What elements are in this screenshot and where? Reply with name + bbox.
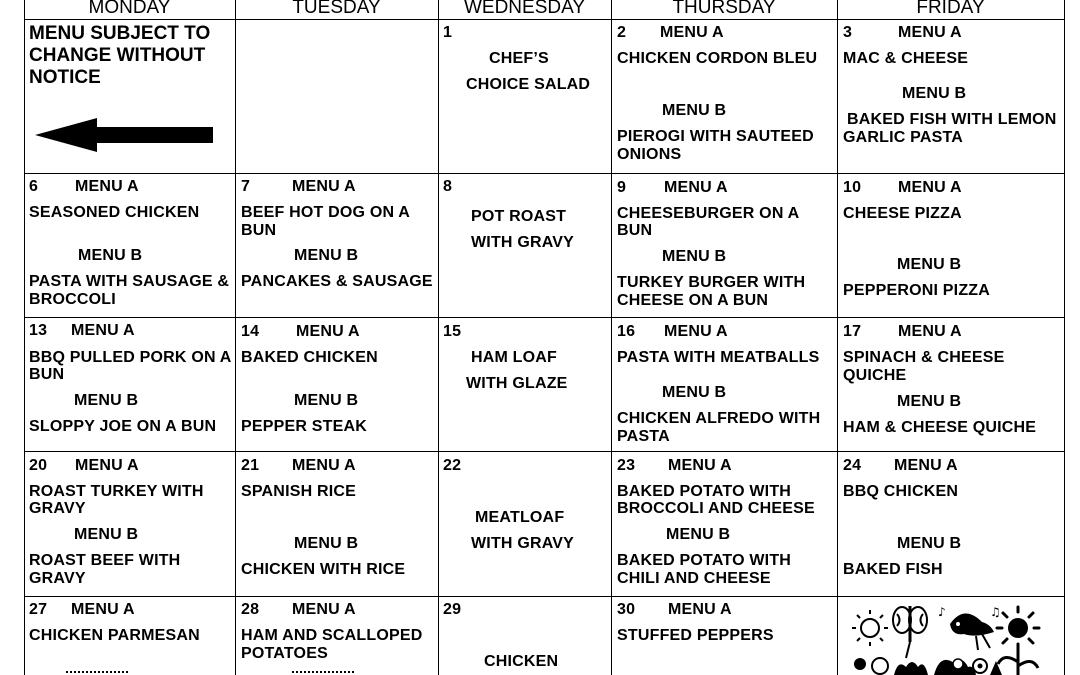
menu-item: PEPPERONI PIZZA	[843, 282, 991, 299]
menu-item: CHICKEN ALFREDO WITH	[617, 410, 821, 427]
menu-item: GARLIC PASTA	[843, 129, 964, 146]
day-number: 15	[443, 323, 462, 340]
grid-line	[611, 0, 612, 675]
menu-a-label: MENU A	[898, 24, 962, 41]
menu-a-label: MENU A	[71, 601, 135, 618]
menu-item: ONIONS	[617, 146, 682, 163]
menu-item: HAM AND SCALLOPED	[241, 627, 423, 644]
menu-item: MEATLOAF	[475, 509, 565, 526]
menu-b-label: MENU B	[74, 526, 139, 543]
day-number: 8	[443, 178, 453, 195]
day-number: 14	[241, 323, 260, 340]
menu-b-label: MENU B	[294, 535, 359, 552]
menu-a-label: MENU A	[664, 323, 728, 340]
menu-item: BAKED CHICKEN	[241, 349, 378, 366]
menu-item: POT ROAST	[471, 208, 567, 225]
menu-b-label: MENU B	[897, 393, 962, 410]
menu-b-label: MENU B	[897, 256, 962, 273]
day-number: 10	[843, 179, 862, 196]
menu-b-label: MENU B	[662, 384, 727, 401]
day-number: 7	[241, 178, 251, 195]
day-number: 13	[29, 322, 48, 339]
cutoff-text	[292, 669, 362, 675]
grid-line	[24, 0, 25, 675]
menu-item: STUFFED PEPPERS	[617, 627, 774, 644]
menu-b-label: MENU B	[902, 85, 967, 102]
day-number: 2	[617, 24, 627, 41]
cutoff-text	[66, 669, 136, 675]
menu-b-label: MENU B	[78, 247, 143, 264]
menu-item: BAKED POTATO WITH	[617, 483, 792, 500]
menu-item: TURKEY BURGER WITH	[617, 274, 806, 291]
menu-a-label: MENU A	[296, 323, 360, 340]
menu-item: BROCCOLI	[29, 291, 116, 308]
menu-a-label: MENU A	[664, 179, 728, 196]
menu-a-label: MENU A	[71, 322, 135, 339]
menu-item: BAKED FISH WITH LEMON	[847, 111, 1057, 128]
day-number: 20	[29, 457, 48, 474]
menu-a-label: MENU A	[660, 24, 724, 41]
menu-a-label: MENU A	[894, 457, 958, 474]
day-number: 28	[241, 601, 260, 618]
menu-item: MAC & CHEESE	[843, 50, 969, 67]
day-header-tuesday: TUESDAY	[292, 0, 381, 18]
menu-item: SPINACH & CHEESE	[843, 349, 1005, 366]
grid-line	[24, 173, 1065, 174]
menu-item: PEPPER STEAK	[241, 418, 367, 435]
menu-a-label: MENU A	[898, 323, 962, 340]
menu-item: PASTA WITH SAUSAGE &	[29, 273, 230, 290]
menu-item: HAM LOAF	[471, 349, 558, 366]
menu-item: BUN	[241, 222, 277, 239]
menu-a-label: MENU A	[292, 178, 356, 195]
menu-item: PANCAKES & SAUSAGE	[241, 273, 433, 290]
menu-item: HAM & CHEESE QUICHE	[843, 419, 1037, 436]
menu-item: CHILI AND CHEESE	[617, 570, 771, 587]
menu-item: CHICKEN	[484, 653, 559, 670]
menu-b-label: MENU B	[662, 248, 727, 265]
menu-notice	[29, 23, 210, 89]
menu-item: WITH GRAVY	[471, 234, 575, 251]
day-number: 21	[241, 457, 260, 474]
menu-a-label: MENU A	[75, 178, 139, 195]
grid-line	[24, 451, 1065, 452]
menu-a-label: MENU A	[75, 457, 139, 474]
day-number: 6	[29, 178, 39, 195]
menu-item: CHEESE ON A BUN	[617, 292, 769, 309]
menu-item: CHICKEN CORDON BLEU	[617, 50, 818, 67]
menu-item: POTATOES	[241, 645, 328, 662]
day-number: 16	[617, 323, 636, 340]
day-number: 27	[29, 601, 48, 618]
menu-item: SLOPPY JOE ON A BUN	[29, 418, 217, 435]
grid-line	[837, 0, 838, 675]
menu-item: BROCCOLI AND CHEESE	[617, 500, 815, 517]
menu-item: CHEESEBURGER ON A	[617, 205, 800, 222]
menu-a-label: MENU A	[668, 601, 732, 618]
notice-line: NOTICE	[29, 67, 101, 88]
menu-item: SPANISH RICE	[241, 483, 357, 500]
grid-line	[235, 0, 236, 675]
day-header-monday: MONDAY	[88, 0, 171, 18]
menu-item: BEEF HOT DOG ON A	[241, 204, 411, 221]
menu-item: SEASONED CHICKEN	[29, 204, 200, 221]
notice-line: MENU SUBJECT TO	[29, 23, 211, 44]
day-header-friday: FRIDAY	[916, 0, 985, 18]
menu-item: WITH GRAVY	[471, 535, 575, 552]
menu-item: PIEROGI WITH SAUTEED	[617, 128, 814, 145]
menu-item: BBQ PULLED PORK ON A	[29, 349, 232, 366]
menu-item: WITH GLAZE	[466, 375, 568, 392]
menu-a-label: MENU A	[292, 601, 356, 618]
menu-item: CHEESE PIZZA	[843, 205, 962, 222]
menu-item: CHEF’S	[489, 50, 549, 67]
menu-item: BUN	[29, 366, 65, 383]
menu-item: ROAST TURKEY WITH	[29, 483, 204, 500]
left-arrow-icon	[35, 118, 215, 152]
menu-b-label: MENU B	[294, 392, 359, 409]
day-number: 29	[443, 601, 462, 618]
grid-line	[24, 596, 1065, 597]
day-number: 17	[843, 323, 862, 340]
menu-item: GRAVY	[29, 500, 86, 517]
menu-b-label: MENU B	[74, 392, 139, 409]
grid-line	[438, 0, 439, 675]
menu-b-label: MENU B	[294, 247, 359, 264]
menu-item: BBQ CHICKEN	[843, 483, 959, 500]
menu-item: ROAST BEEF WITH	[29, 552, 181, 569]
menu-item: BAKED POTATO WITH	[617, 552, 792, 569]
menu-a-label: MENU A	[898, 179, 962, 196]
day-number: 23	[617, 457, 636, 474]
day-number: 24	[843, 457, 862, 474]
menu-item: CHOICE SALAD	[466, 76, 591, 93]
menu-item: BAKED FISH	[843, 561, 943, 578]
day-number: 1	[443, 24, 453, 41]
day-number: 22	[443, 457, 462, 474]
menu-item: CHICKEN PARMESAN	[29, 627, 200, 644]
menu-item: CHICKEN WITH RICE	[241, 561, 406, 578]
menu-item: QUICHE	[843, 367, 907, 384]
day-number: 30	[617, 601, 636, 618]
svg-text:♫: ♫	[990, 605, 1001, 619]
menu-b-label: MENU B	[897, 535, 962, 552]
day-header-wednesday: WEDNESDAY	[463, 0, 586, 18]
svg-text:♪: ♪	[938, 605, 946, 619]
menu-item: PASTA	[617, 428, 670, 445]
spring-garden-clipart-icon	[850, 602, 1055, 675]
menu-a-label: MENU A	[668, 457, 732, 474]
day-number: 9	[617, 179, 627, 196]
notice-line: CHANGE WITHOUT	[29, 45, 206, 66]
menu-b-label: MENU B	[666, 526, 731, 543]
menu-a-label: MENU A	[292, 457, 356, 474]
menu-item: PASTA WITH MEATBALLS	[617, 349, 820, 366]
grid-line	[24, 317, 1065, 318]
menu-b-label: MENU B	[662, 102, 727, 119]
menu-item: GRAVY	[29, 570, 86, 587]
menu-item: BUN	[617, 222, 653, 239]
day-header-thursday: THURSDAY	[672, 0, 776, 18]
grid-line	[1064, 0, 1065, 675]
day-number: 3	[843, 24, 853, 41]
